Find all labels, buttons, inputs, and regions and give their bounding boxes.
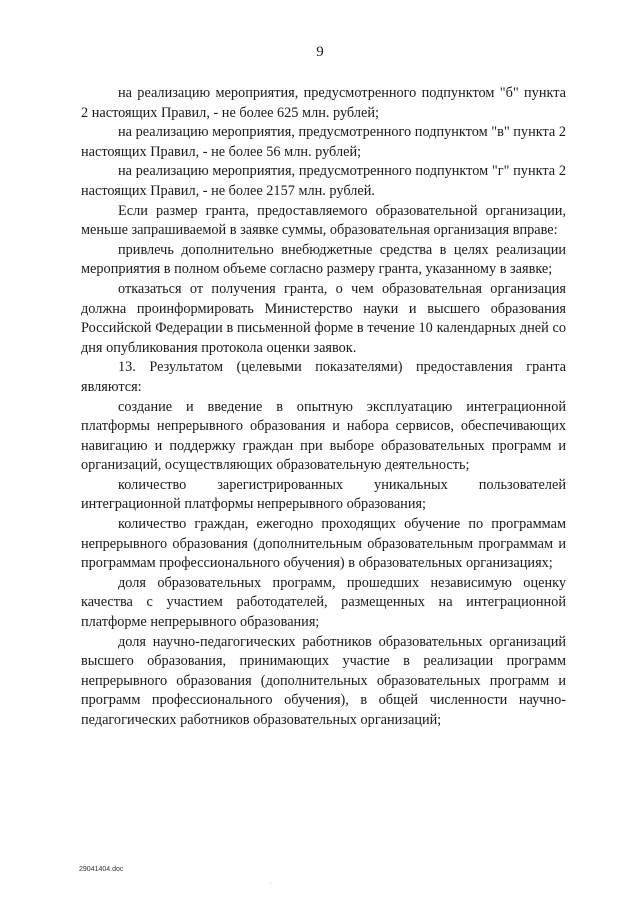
paragraph: количество зарегистрированных уникальных пользователей интеграционной платформы непрерывного образования; (81, 476, 566, 513)
paragraph: на реализацию мероприятия, предусмотренного подпунктом "в" пункта 2 настоящих Правил, - не более 56 млн. рублей; (81, 124, 566, 160)
paragraph: отказаться от получения гранта, о чем образовательная организация должна проинформировать Министерство науки и высшего образования Российской Федерации в письменной форме в течение 10 календарных дней со дня опубликования протокола оценки заявок. (81, 280, 566, 356)
paragraph: доля образовательных программ, прошедших независимую оценку качества с участием работодателей, размещенных на интеграционной платформе непрерывного образования; (81, 574, 566, 631)
paragraph: создание и введение в опытную эксплуатацию интеграционной платформы непрерывного образования и набора сервисов, обеспечивающих навигацию и поддержку граждан при выборе образовательных программ и организаций, осуществляющих образовательную деятельность; (81, 398, 566, 474)
paragraph: на реализацию мероприятия, предусмотренного подпунктом "г" пункта 2 настоящих Правил, - не более 2157 млн. рублей. (81, 163, 566, 199)
page-number: 9 (316, 44, 324, 60)
footer-mark: . (270, 880, 272, 886)
footer-filename: 29041404.doc (79, 866, 124, 873)
paragraph: привлечь дополнительно внебюджетные средства в целях реализации мероприятия в полном объеме согласно размеру гранта, указанному в заявке; (81, 241, 566, 278)
document-body (81, 84, 566, 731)
paragraph: доля научно-педагогических работников образовательных организаций высшего образования, принимающих участие в реализации программ непрерывного образования (дополнительных образовательных программ и программ профессионального обучения), в общей численности научно-педагогических работников образовательных организаций; (81, 633, 566, 728)
paragraph: на реализацию мероприятия, предусмотренного подпунктом "б" пункта 2 настоящих Правил, - не более 625 млн. рублей; (81, 85, 566, 121)
paragraph: количество граждан, ежегодно проходящих обучение по программам непрерывного образования (дополнительным образовательным программам и программам профессионального обучения) в образовательных организациях; (81, 516, 566, 572)
paragraph: Если размер гранта, предоставляемого образовательной организации, меньше запрашиваемой в заявке суммы, образовательная организация вправе: (81, 202, 566, 239)
paragraph: 13. Результатом (целевыми показателями) предоставления гранта являются: (81, 359, 566, 395)
